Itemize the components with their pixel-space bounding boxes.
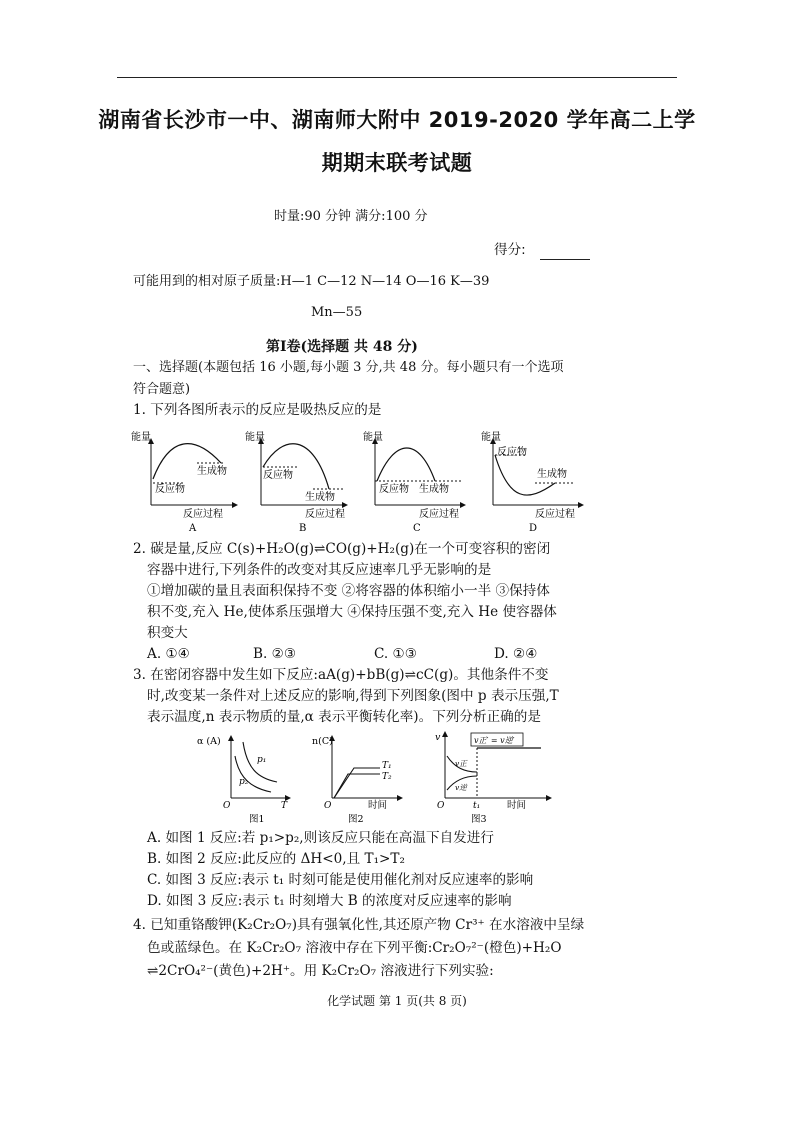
q1-a-reactant: 反应物 <box>155 484 185 495</box>
q1-d-caption: D <box>529 523 538 534</box>
header-rule <box>117 77 677 78</box>
q1-c-caption: C <box>413 523 421 534</box>
q1-diagram-a <box>131 430 237 534</box>
q1-diagram-c <box>363 430 465 534</box>
q1-a-product: 生成物 <box>197 466 227 477</box>
score-label: 得分: <box>494 242 526 258</box>
q2-line3: ①增加碳的量且表面积保持不变 ②将容器的体积缩小一半 ③保持体 <box>147 583 550 599</box>
q1-d-xlabel: 反应过程 <box>535 509 575 520</box>
q2-option-a[interactable]: A. ①④ <box>147 646 190 662</box>
q2-line1: 2. 碳是量,反应 C(s)+H₂O(g)⇌CO(g)+H₂(g)在一个可变容积的密闭 <box>133 541 551 557</box>
q1-c-product: 生成物 <box>419 484 449 495</box>
q2-line4: 积不变,充入 He,使体系压强增大 ④保持压强不变,充入 He 使容器体 <box>147 604 557 620</box>
q1-stem: 1. 下列各图所表示的反应是吸热反应的是 <box>133 402 382 418</box>
atomic-mass-line1: 可能用到的相对原子质量:H—1 C—12 N—14 O—16 K—39 <box>133 274 490 289</box>
q3-line3: 表示温度,n 表示物质的量,α 表示平衡转化率)。下列分析正确的是 <box>147 709 541 725</box>
title-line1: 湖南省长沙市一中、湖南师大附中 2019-2020 学年高二上学 <box>98 108 696 132</box>
q3-fig3-origin: O <box>437 801 445 811</box>
q3-fig3-ylabel: v <box>435 732 441 743</box>
q1-diagram-d <box>481 430 583 534</box>
q3-fig3-box: v正′ = v逆′ <box>474 736 515 745</box>
q3-fig2-origin: O <box>324 801 332 811</box>
q1-b-xlabel: 反应过程 <box>305 509 345 520</box>
q3-fig2 <box>312 736 402 825</box>
q1-d-ylabel: 能量 <box>481 432 501 443</box>
q1-c-reactant: 反应物 <box>379 484 409 495</box>
q1-b-reactant: 反应物 <box>263 470 293 481</box>
q4-line1: 4. 已知重铬酸钾(K₂Cr₂O₇)具有强氧化性,其还原产物 Cr³⁺ 在水溶液中呈绿 <box>133 917 585 933</box>
q3-fig1-ylabel: α (A) <box>197 736 221 747</box>
title-line2: 期期末联考试题 <box>321 151 473 175</box>
q3-option-c[interactable]: C. 如图 3 反应:表示 t₁ 时刻可能是使用催化剂对反应速率的影响 <box>147 872 534 888</box>
q3-fig2-xlabel: 时间 <box>368 800 388 811</box>
q1-d-product: 生成物 <box>537 469 567 480</box>
q3-fig1 <box>197 736 290 825</box>
q3-fig3-vneg: v逆 <box>455 783 467 792</box>
q3-fig1-p2: p₂ <box>239 777 249 787</box>
q1-a-caption: A <box>189 523 197 534</box>
section-title: 第Ⅰ卷(选择题 共 48 分) <box>266 339 418 355</box>
q2-line2: 容器中进行,下列条件的改变对其反应速率几乎无影响的是 <box>147 562 492 578</box>
exam-info: 时量:90 分钟 满分:100 分 <box>274 209 428 224</box>
q3-fig1-origin: O <box>223 801 231 811</box>
q3-fig3-xlabel: 时间 <box>507 800 527 811</box>
q1-b-ylabel: 能量 <box>245 432 265 443</box>
q1-d-reactant: 反应物 <box>497 447 527 458</box>
q1-c-xlabel: 反应过程 <box>419 509 459 520</box>
q3-fig1-p1: p₁ <box>257 755 267 765</box>
q1-diagrams <box>125 425 575 537</box>
q2-option-d[interactable]: D. ②④ <box>494 646 538 662</box>
q3-option-b[interactable]: B. 如图 2 反应:此反应的 ΔH<0,且 T₁>T₂ <box>147 851 405 867</box>
q2-option-c[interactable]: C. ①③ <box>374 646 417 662</box>
q1-a-ylabel: 能量 <box>131 432 151 443</box>
instructions-line1: 一、选择题(本题包括 16 小题,每小题 3 分,共 48 分。每小题只有一个选项 <box>133 360 564 375</box>
q2-line5: 积变大 <box>147 625 188 641</box>
q3-fig2-caption: 图2 <box>348 814 364 825</box>
q3-line1: 3. 在密闭容器中发生如下反应:aA(g)+bB(g)⇌cC(g)。其他条件不变 <box>133 667 549 683</box>
q3-fig3 <box>435 732 551 825</box>
q1-c-ylabel: 能量 <box>363 432 383 443</box>
q3-line2: 时,改变某一条件对上述反应的影响,得到下列图象(图中 p 表示压强,T <box>147 688 559 704</box>
q2-option-b[interactable]: B. ②③ <box>253 646 297 662</box>
q3-option-d[interactable]: D. 如图 3 反应:表示 t₁ 时刻增大 B 的浓度对反应速率的影响 <box>147 893 512 909</box>
atomic-mass-line2: Mn—55 <box>311 305 363 320</box>
q1-diagram-b <box>245 430 347 534</box>
page-footer: 化学试题 第 1 页(共 8 页) <box>327 994 467 1008</box>
q3-fig3-caption: 图3 <box>471 814 487 825</box>
q3-fig2-t2: T₂ <box>382 772 392 782</box>
q3-figures <box>195 728 560 828</box>
q3-fig1-caption: 图1 <box>249 814 265 825</box>
q1-b-caption: B <box>299 523 307 534</box>
q3-fig2-ylabel: n(C) <box>312 736 333 747</box>
q3-fig3-vpos: v正 <box>455 759 467 768</box>
q4-line2: 色或蓝绿色。在 K₂Cr₂O₇ 溶液中存在下列平衡:Cr₂O₇²⁻(橙色)+H₂O <box>147 940 562 956</box>
q3-fig2-t1: T₁ <box>382 761 392 771</box>
q1-a-xlabel: 反应过程 <box>183 509 223 520</box>
q3-option-a[interactable]: A. 如图 1 反应:若 p₁>p₂,则该反应只能在高温下自发进行 <box>147 830 494 846</box>
q3-fig1-xlabel: T <box>281 801 288 811</box>
q3-fig3-tick: t₁ <box>473 801 481 811</box>
q1-b-product: 生成物 <box>305 492 335 503</box>
instructions-line2: 符合题意) <box>133 382 191 397</box>
score-blank[interactable] <box>540 259 590 260</box>
q4-line3: ⇌2CrO₄²⁻(黄色)+2H⁺。用 K₂Cr₂O₇ 溶液进行下列实验: <box>147 963 494 979</box>
